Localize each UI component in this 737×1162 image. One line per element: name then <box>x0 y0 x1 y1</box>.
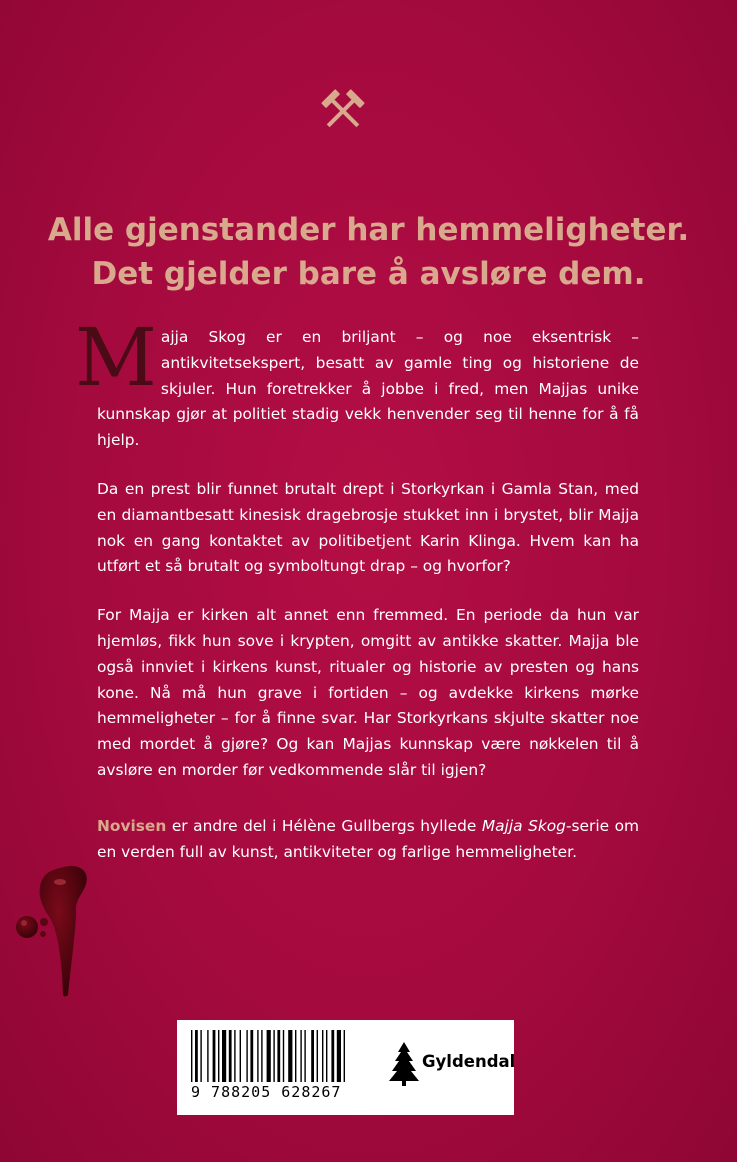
barcode-bar <box>317 1030 318 1082</box>
barcode-bar <box>300 1030 301 1082</box>
barcode-bar <box>195 1030 198 1082</box>
barcode-bar <box>213 1030 216 1082</box>
barcode-bar <box>311 1030 314 1082</box>
barcode-bar <box>331 1030 334 1082</box>
barcode-bar <box>337 1030 341 1082</box>
barcode-bar <box>257 1030 258 1082</box>
tree-icon <box>389 1042 419 1086</box>
crossed-hammers-icon <box>318 86 368 136</box>
publisher-name: Gyldendal <box>422 1052 516 1071</box>
blurb-paragraph-4-text-a: er andre del i Hélène Gullbergs hyllede <box>166 816 482 835</box>
barcode-bar <box>246 1030 247 1082</box>
blurb-paragraph-4 <box>97 814 639 866</box>
barcode-bar <box>240 1030 241 1082</box>
barcode-bar <box>218 1030 219 1082</box>
blurb-paragraph-1 <box>75 311 639 454</box>
tagline-line-2: Det gjelder bare å avsløre dem. <box>91 256 646 292</box>
series-name: Majja Skog <box>481 816 566 835</box>
drop-cap: M <box>75 311 157 404</box>
blurb-paragraph-3: For Majja er kirken alt annet enn fremmed. En periode da hun var hjemløs, fikk hun sove i krypten, omgitt av antikke skatter. Majja ble også innviet i kirkens kunst, ritualer og historie av presten og hans kone. Nå må hun grave i fortiden – og avdekke kirkens mørke hemmeligheter – for å finne svar. Har Storkyrkans skjulte skatter noe med mordet å gjøre? Og kan Majjas kunnskap være nøkkelen til å avsløre en morder før vedkommende slår til igjen? <box>97 606 639 779</box>
barcode-bar <box>273 1030 274 1082</box>
barcode-bar <box>277 1030 280 1082</box>
barcode-bar <box>304 1030 305 1082</box>
barcode-bar <box>326 1030 327 1082</box>
barcode <box>191 1030 381 1082</box>
blurb-paragraph-1-text: ajja Skog er en briljant – og noe eksentrisk – antikvitetsekspert, besatt av gamle ting og historiene de skjuler. Hun foretrekker å jobbe i fred, men Majjas unike kunnskap gjør at politiet stadig vekk henvender seg til henne for å få hjelp. <box>97 328 639 450</box>
isbn-number: 9 788205 628267 <box>191 1083 342 1101</box>
barcode-bar <box>295 1030 296 1082</box>
tagline <box>0 208 737 296</box>
barcode-bar <box>222 1030 226 1082</box>
blurb-paragraph-4-text-b: -serie om en verden full av kunst, antikviteter og farlige hemmeligheter. <box>97 816 639 861</box>
barcode-panel <box>177 1020 514 1115</box>
barcode-bar <box>200 1030 201 1082</box>
blood-drop-illustration <box>10 860 120 1000</box>
barcode-bar <box>250 1030 253 1082</box>
barcode-bar <box>283 1030 284 1082</box>
barcode-bar <box>288 1030 292 1082</box>
barcode-bar <box>322 1030 323 1082</box>
barcode-bar <box>234 1030 235 1082</box>
blurb <box>75 311 639 888</box>
barcode-bar <box>229 1030 232 1082</box>
book-title: Novisen <box>97 816 167 835</box>
barcode-bar <box>344 1030 345 1082</box>
barcode-bar <box>191 1030 192 1082</box>
barcode-bar <box>267 1030 271 1082</box>
tagline-line-1: Alle gjenstander har hemmeligheter. <box>47 212 690 248</box>
blurb-paragraph-2: Da en prest blir funnet brutalt drept i Storkyrkan i Gamla Stan, med en diamantbesatt kinesisk dragebrosje stukket inn i brystet, blir Majja nok en gang kontaktet av politibetjent Karin Klinga. Hvem kan ha utført et så brutalt og symboltungt drap – og hvorfor? <box>97 479 639 576</box>
barcode-bar <box>207 1030 208 1082</box>
barcode-bar <box>261 1030 262 1082</box>
